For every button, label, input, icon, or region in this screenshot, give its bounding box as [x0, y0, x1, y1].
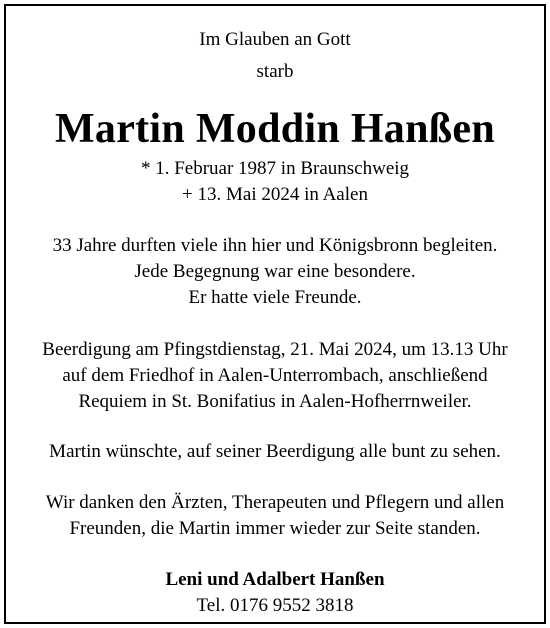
tribute-line-2: Jede Begegnung war eine besondere.: [134, 261, 416, 282]
tribute-line-1: 33 Jahre durften viele ihn hier und Königsbronn begleiten.: [52, 235, 498, 256]
death-date: + 13. Mai 2024 in Aalen: [182, 184, 368, 205]
wish-line: Martin wünschte, auf seiner Beerdigung alle bunt zu sehen.: [49, 441, 501, 462]
thanks-line-1: Wir danken den Ärzten, Therapeuten und Pflegern und allen: [45, 492, 505, 513]
funeral-line-1: Beerdigung am Pfingstdienstag, 21. Mai 2024, um 13.13 Uhr: [42, 339, 508, 360]
signature-phone: Tel. 0176 9552 3818: [196, 595, 354, 616]
tribute-line-3: Er hatte viele Freunde.: [188, 287, 362, 308]
thanks-line-2: Freunden, die Martin immer wieder zur Seite standen.: [69, 518, 481, 539]
funeral-line-2: auf dem Friedhof in Aalen-Unterrombach, anschließend: [62, 365, 488, 386]
obituary-notice: [4, 4, 546, 624]
funeral-line-3: Requiem in St. Bonifatius in Aalen-Hofherrnweiler.: [78, 391, 472, 412]
birth-date: * 1. Februar 1987 in Braunschweig: [140, 158, 410, 179]
signature-names: Leni und Adalbert Hanßen: [165, 569, 385, 590]
header-line-1: Im Glauben an Gott: [199, 29, 351, 50]
deceased-name: Martin Moddin Hanßen: [54, 106, 496, 152]
header-line-2: starb: [256, 61, 294, 82]
